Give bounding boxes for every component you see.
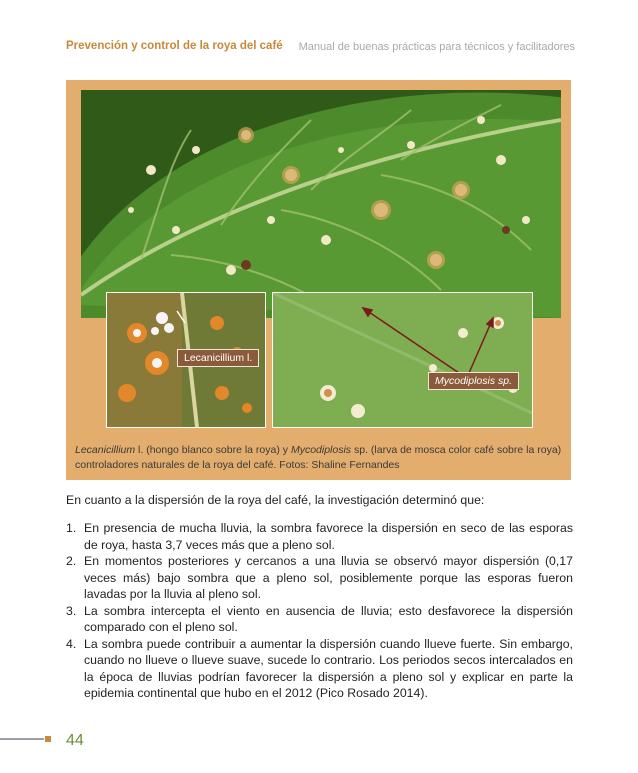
list-item [66,520,573,553]
footer-marker [45,736,51,742]
caption-species-1: Lecanicillium [75,444,136,456]
list-text: En momentos posteriores y cercanos a una lluvia se observó mayor dispersión (0,17 veces más) bajo sombra que a pleno sol, posiblemente porque las esporas fueron lavadas por la lluvia al pleno sol. [84,554,573,601]
list-item [66,603,573,636]
label-mycodiplosis: Mycodiplosis sp. [428,372,519,390]
findings-list [66,520,573,702]
list-number: 3. [66,603,77,618]
list-number: 4. [66,636,77,651]
running-header-title: Prevención y control de la roya del café [66,40,283,52]
figure-caption [75,443,565,473]
leaf-photo [81,90,561,318]
list-text: En presencia de mucha lluvia, la sombra favorece la dispersión en seco de las esporas de roya, hasta 3,7 veces más que a pleno sol. [84,521,573,552]
caption-text-1: l. (hongo blanco sobre la roya) y [135,444,291,456]
list-number: 2. [66,554,77,568]
caption-species-2: Mycodiplosis [290,444,352,456]
caption-text-2: sp. (larva de mosca color café sobre la roya) controladores naturales de la roya del café. Fotos: Shaline Fernandes [75,444,562,471]
list-text: La sombra puede contribuir a aumentar la dispersión cuando llueve fuerte. Sin embargo, cuando no llueve o llueve suave, sucede lo contrario. Los periodos secos intercalados en la época de lluvias podrían favorecer la dispersión a pleno sol y explicar en parte la epidemia continental que hubo en el 2012 (Pico Rosado 2014). [84,636,573,700]
label-lecanicillium: Lecanicillium l. [177,349,259,367]
list-item [66,553,573,603]
list-item [66,636,573,702]
list-text: La sombra intercepta el viento en ausencia de lluvia; esto desfavorece la dispersión comparado con el pleno sol. [84,603,573,634]
footer-rule [0,738,44,740]
inset-photo-mycodiplosis [272,292,533,428]
list-number: 1. [66,521,77,535]
page-number: 44 [66,732,84,749]
intro-paragraph: En cuanto a la dispersión de la roya del café, la investigación determinó que: [66,493,485,507]
running-header-subtitle: Manual de buenas prácticas para técnicos y facilitadores [298,41,575,53]
